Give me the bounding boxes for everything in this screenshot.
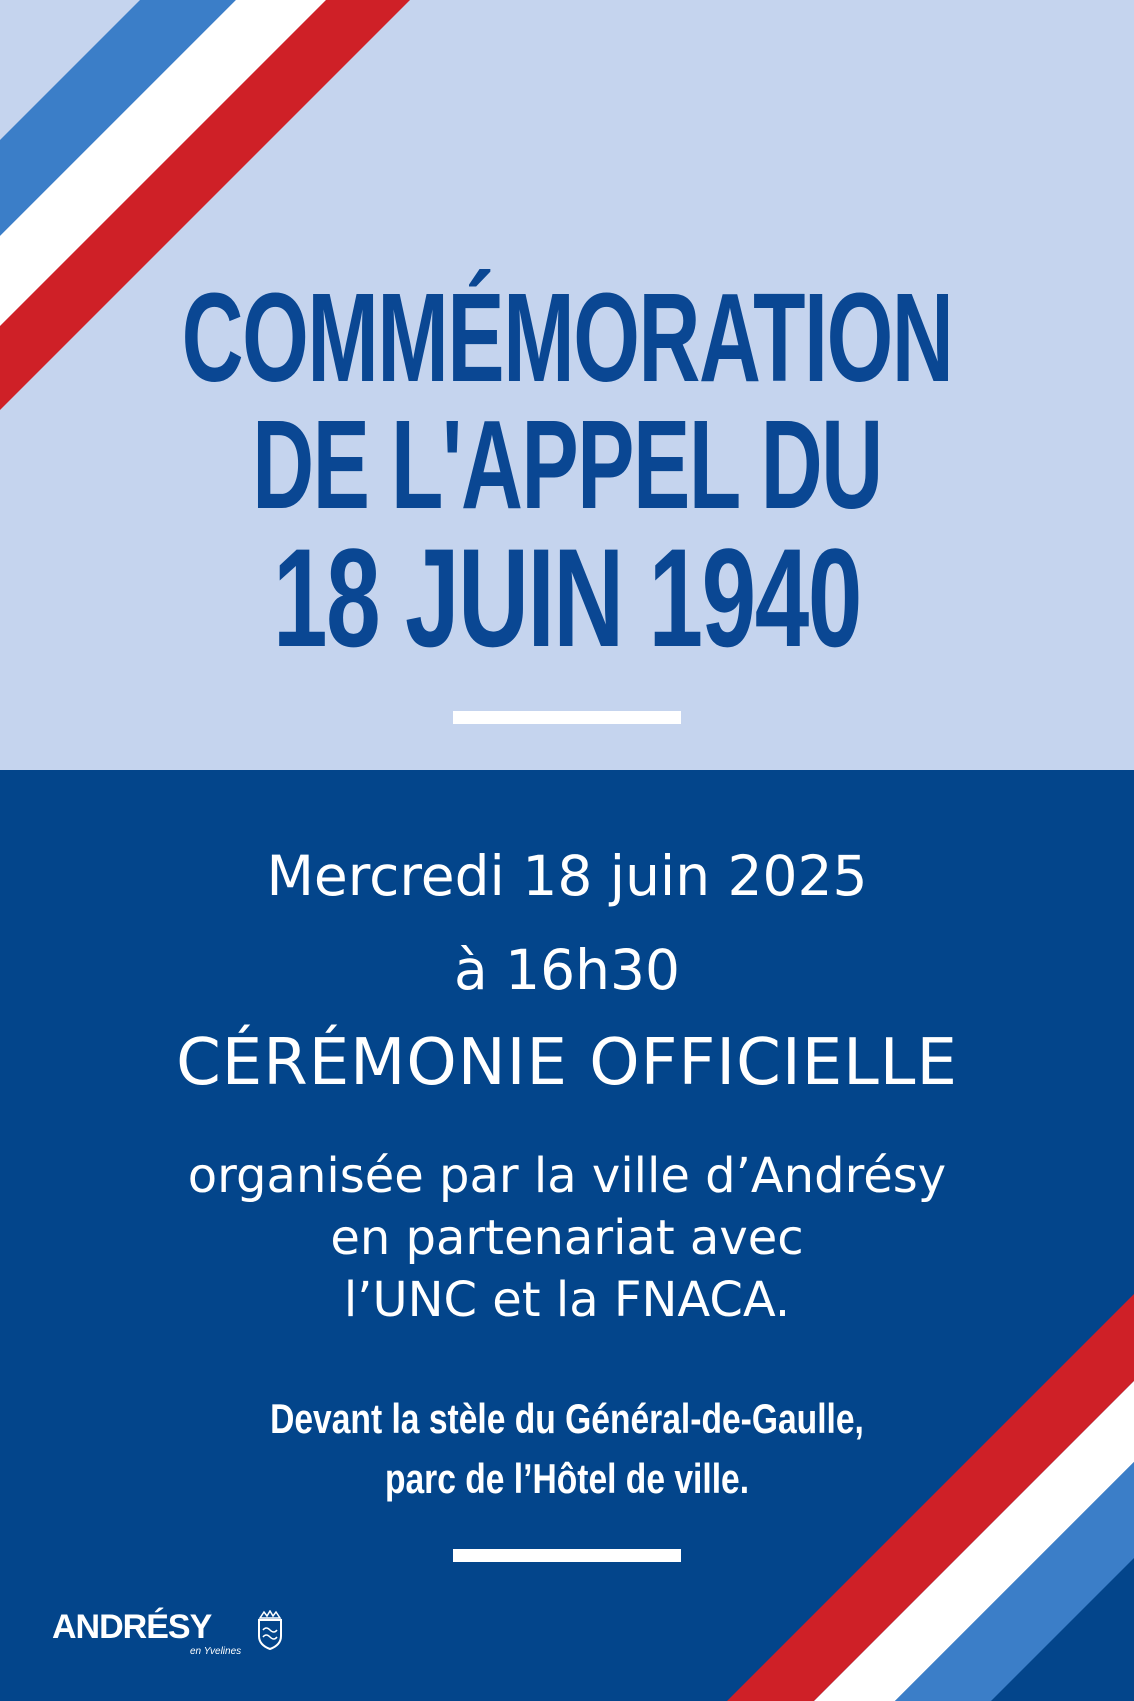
event-time: à 16h30 — [453, 938, 680, 1002]
logo-name: ANDRÉSY — [52, 1608, 212, 1646]
location-line-1: Devant la stèle du Général-de-Gaulle, — [270, 1395, 864, 1442]
location-line-2: parc de l’Hôtel de ville. — [384, 1455, 750, 1502]
organizer-line-3: l’UNC et la FNACA. — [343, 1272, 791, 1328]
title-line-2: DE L'APPEL DU — [252, 394, 882, 535]
organizer-line-1: organisée par la ville d’Andrésy — [187, 1148, 947, 1204]
organizer-line-2: en partenariat avec — [330, 1210, 804, 1266]
event-date: Mercredi 18 juin 2025 — [266, 844, 868, 908]
divider-bottom — [453, 1549, 681, 1562]
coat-of-arms-icon — [257, 1610, 283, 1650]
title-line-3: 18 JUIN 1940 — [273, 519, 861, 676]
ceremony-heading: CÉRÉMONIE OFFICIELLE — [176, 1026, 958, 1100]
logo-subtitle: en Yvelines — [190, 1646, 242, 1657]
title-line-1: COMMÉMORATION — [181, 267, 953, 408]
divider-top — [453, 711, 681, 724]
